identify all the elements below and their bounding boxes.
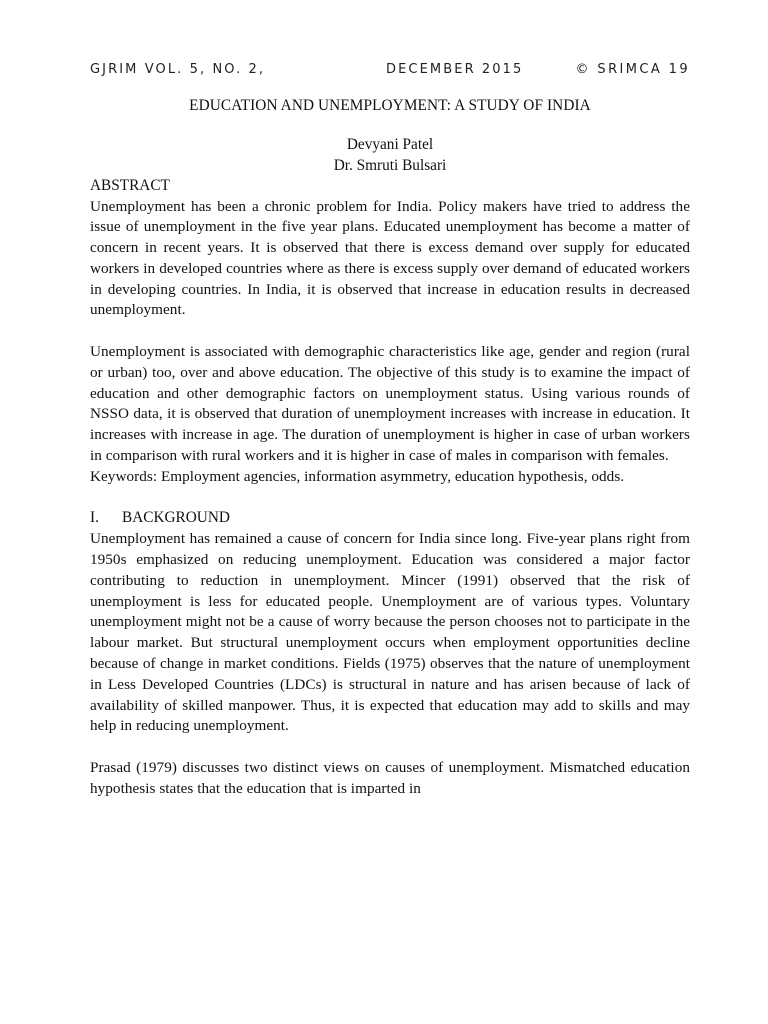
running-head	[90, 62, 690, 82]
section-heading	[90, 508, 690, 529]
keywords	[90, 467, 690, 488]
author-list	[90, 135, 690, 176]
author-name: Dr. Smruti Bulsari	[333, 156, 447, 174]
copyright-page-number: © SRIMCA 19	[575, 62, 690, 77]
abstract-paragraph: Unemployment has been a chronic problem for India. Policy makers have tried to address the issue of unemployment in the five year plans. Educated unemployment has become a matter of concern in recent years. It is observed that there is excess demand over supply for educated workers in developed countries where as there is excess supply over demand of educated workers in developing countries. In India, it is observed that increase in education results in decreased unemployment.	[90, 197, 690, 319]
abstract-heading: ABSTRACT	[90, 177, 170, 194]
keywords-text: Employment agencies, information asymmetry, education hypothesis, odds.	[160, 467, 625, 485]
author-name: Devyani Patel	[346, 136, 434, 153]
issue-date: DECEMBER 2015	[386, 62, 524, 77]
journal-volume: GJRIM VOL. 5, NO. 2,	[90, 62, 266, 77]
keywords-label: Keywords:	[90, 467, 158, 485]
body-paragraph: Unemployment has remained a cause of concern for India since long. Five-year plans right from 1950s emphasized on reducing unemployment. Education was considered a major factor contributing to reduction in unemployment. Mincer (1991) observed that the risk of unemployment is less for educated people. Unemployment are of various types. Voluntary unemployment might not be a cause of worry because the person chooses not to participate in the labour market. But structural unemployment occurs when employment opportunities decline because of change in market conditions. Fields (1975) observes that the nature of unemployment in Less Developed Countries (LDCs) is structural in nature and has arisen because of lack of availability of skilled manpower. Thus, it is expected that education may add to skills and may help in reducing unemployment.	[90, 530, 690, 735]
section-title: BACKGROUND	[122, 509, 230, 527]
body-paragraph: Prasad (1979) discusses two distinct views on causes of unemployment. Mismatched education hypothesis states that the education that is imparted in	[90, 759, 690, 797]
section-number: I.	[90, 509, 99, 527]
document-page	[90, 62, 690, 800]
abstract-paragraph: Unemployment is associated with demographic characteristics like age, gender and region (rural or urban) too, over and above education. The objective of this study is to examine the impact of education and other demographic factors on unemployment status. Using various rounds of NSSO data, it is observed that duration of unemployment increases with increase in education. It increases with increase in age. The duration of unemployment is higher in case of urban workers in comparison with rural workers and it is higher in case of males in comparison with females.	[90, 343, 690, 465]
paper-title: EDUCATION AND UNEMPLOYMENT: A STUDY OF INDIA	[189, 97, 591, 114]
